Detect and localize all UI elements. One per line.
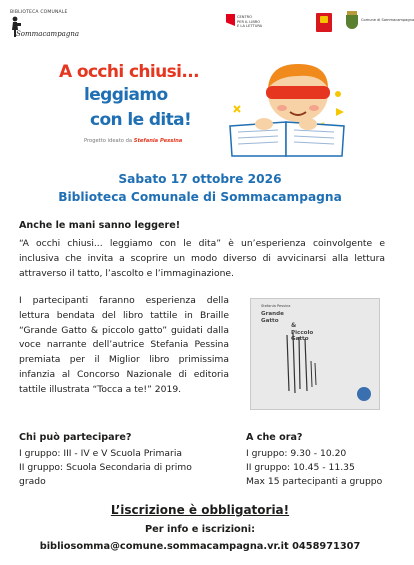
comune-crest-icon (345, 11, 359, 30)
book-author: Stefania Pessina (261, 304, 291, 308)
cepell-mark-icon (226, 14, 235, 26)
cepell-logo (226, 14, 280, 38)
registration-notice: L’iscrizione è obbligatoria! (110, 503, 290, 517)
who-line-1: I gruppo: III - IV e V Scuola Primaria (19, 448, 183, 459)
when-line-2: II gruppo: 10.45 - 11.35 (246, 462, 355, 473)
hero-title-line-3: con le dita! (90, 110, 192, 130)
intro-paragraph: “A occhi chiusi... leggiamo con le dita” è un’esperienza coinvolgente e inclusiva che invita a scoprire un modo diverso di avvicinarsi alla lettura attraverso il tatto, l’ascolto e l’immaginazione. (19, 238, 385, 279)
book-title-1: Grande (261, 311, 284, 317)
book-cat-lines-icon (283, 331, 323, 395)
event-date: Sabato 17 ottobre 2026 (118, 172, 282, 186)
lead-heading: Anche le mani sanno leggere! (19, 220, 181, 231)
participants-paragraph: I partecipanti faranno esperienza della lettura bendata del libro tattile in Braille “Grande Gatto & piccolo gatto” guidati dalla voce narrante dell’autrice Stefania Pessina premiata per il Miglior libro primissima infanzia al Concorso Nazionale di editoria tattile illustrata “Tocca a te!” 2019. (19, 295, 229, 395)
cepell-line-2: PER IL LIBRO (237, 19, 261, 24)
book-title-4-word: Gatto (291, 336, 309, 342)
header-logos (0, 0, 414, 50)
when-line-3: Max 15 partecipanti a gruppo (246, 476, 383, 487)
who-line-2: II gruppo: Scuola Secondaria di primo (19, 462, 192, 473)
hero-title-line-2: leggiamo (84, 85, 168, 105)
event-venue: Biblioteca Comunale di Sommacampagna (58, 190, 342, 204)
who-title: Chi può partecipare? (19, 432, 132, 443)
book-title-3-word: Piccolo (291, 330, 314, 336)
red-project-logo-icon (316, 13, 332, 32)
info-label: Per info e iscrizioni: (144, 524, 256, 535)
cepell-line-1: CENTRO (237, 15, 252, 19)
hero-credit (84, 138, 182, 144)
cepell-line-3: E LA LETTURA (237, 24, 263, 28)
hero-credit-name: Stefania Pessina (133, 138, 183, 144)
when-title: A che ora? (246, 432, 303, 443)
when-line-1: I gruppo: 9.30 - 10.20 (246, 448, 347, 459)
hero-title-line-1: A occhi chiusi... (59, 62, 199, 82)
hero-banner (54, 58, 356, 168)
library-logo-script: Sommacampagna (16, 30, 80, 38)
library-logo (10, 10, 80, 44)
who-line-3: grado (19, 476, 46, 487)
book-title-amp: & (291, 322, 297, 329)
blindfolded-child-reading-icon (220, 60, 352, 160)
hero-credit-prefix: Progetto ideato da (84, 138, 133, 144)
contact-details: bibliosomma@comune.sommacampagna.vr.it 0458971307 (39, 541, 361, 552)
comune-name: Comune di Sommacampagna (361, 18, 414, 22)
book-title-2: Gatto (261, 318, 279, 324)
book-cover-image (250, 298, 380, 410)
library-logo-label: BIBLIOTECA COMUNALE (10, 10, 68, 15)
book-award-badge-icon (357, 387, 371, 401)
